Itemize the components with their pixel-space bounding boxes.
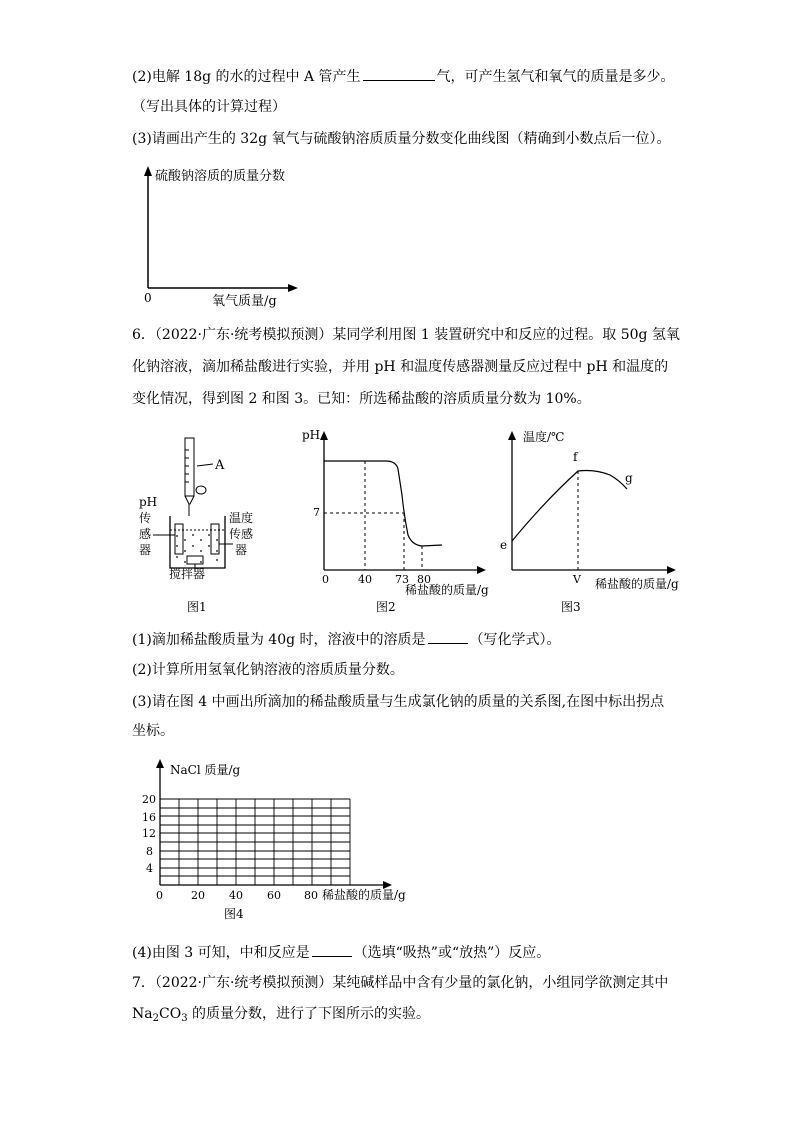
svg-text:80: 80: [417, 573, 431, 586]
origin-label: 0: [144, 291, 152, 305]
q6-sub1: (1)滴加稀盐酸质量为 40g 时，溶液中的溶质是 （写化学式）。: [132, 629, 561, 649]
fig4-xlabel: 稀盐酸的质量/g: [322, 888, 406, 902]
q5-part3: (3)请画出产生的 32g 氧气与硫酸钠溶质质量分数变化曲线图（精确到小数点后一位）。: [132, 131, 671, 147]
figure-4-caption: 图4: [224, 907, 244, 921]
answer-blank[interactable]: [428, 629, 468, 644]
svg-text:20: 20: [142, 793, 156, 806]
temp-sensor-probe: [211, 524, 219, 554]
figure-3-caption: 图3: [561, 600, 581, 614]
svg-text:pH: pH: [139, 495, 158, 509]
y-axis-arrow: [144, 166, 152, 176]
y-axis-label: 硫酸钠溶质的质量分数: [155, 169, 286, 184]
svg-text:温度: 温度: [229, 511, 254, 525]
q6-line2: 化钠溶液，滴加稀盐酸进行实验，并用 pH 和温度传感器测量反应过程中 pH 和温度的: [132, 359, 669, 375]
svg-text:0: 0: [322, 573, 329, 586]
svg-text:20: 20: [191, 889, 205, 902]
svg-text:16: 16: [142, 811, 156, 824]
svg-text:73: 73: [395, 573, 409, 586]
q7-line1: 7．（2022·广东·统考模拟预测）某纯碱样品中含有少量的氯化钠，小组同学欲测定其中: [132, 975, 669, 991]
q5-part2: (2)电解 18g 的水的过程中 A 管产生 气，可产生氢气和氧气的质量是多少。: [132, 66, 675, 86]
point-f: f: [573, 450, 578, 464]
label-a-pointer: [197, 464, 213, 466]
fig2-ytick-7: 7: [313, 506, 320, 519]
ph-sensor-probe: [175, 524, 183, 554]
figure-1-caption: 图1: [187, 600, 207, 614]
temperature-curve: [512, 471, 627, 542]
svg-text:感: 感: [139, 527, 152, 541]
q5-part2-note: （写出具体的计算过程）: [132, 99, 286, 115]
point-e: e: [500, 538, 508, 552]
q6-sub3-cont: 坐标。: [132, 723, 174, 739]
fig3-ylabel: 温度/℃: [523, 430, 565, 444]
label-a: A: [215, 458, 225, 473]
point-g: g: [625, 471, 633, 485]
figure-1-apparatus: [135, 432, 265, 617]
fig3-xlabel: 稀盐酸的质量/g: [595, 577, 679, 591]
svg-text:12: 12: [142, 827, 156, 840]
q5-empty-chart: [130, 160, 310, 310]
svg-text:80: 80: [304, 889, 318, 902]
x-axis-label: 氧气质量/g: [212, 294, 277, 309]
q7-line2: $Na_2CO_3$ 的质量分数，进行了下图所示的实验。: [132, 1006, 431, 1024]
svg-text:40: 40: [229, 889, 243, 902]
x-axis-arrow: [288, 284, 298, 292]
q6-line1: 6．（2022·广东·统考模拟预测）某同学利用图 1 装置研究中和反应的过程。取 50g 氢氧: [132, 327, 680, 343]
answer-blank[interactable]: [312, 942, 352, 957]
q6-sub3: (3)请在图 4 中画出所滴加的稀盐酸质量与生成氯化钠的质量的关系图,在图中标出拐点: [132, 694, 665, 710]
stirrer-label: 搅拌器: [169, 567, 206, 581]
fig4-ylabel: NaCl 质量/g: [170, 763, 241, 777]
svg-text:传感: 传感: [229, 527, 254, 541]
fig2-xlabel: 稀盐酸的质量/g: [405, 583, 489, 597]
q6-sub2: (2)计算所用氢氧化钠溶液的溶质质量分数。: [132, 662, 404, 678]
figure-2-caption: 图2: [376, 600, 396, 614]
point-v: V: [573, 573, 581, 586]
svg-text:器: 器: [235, 543, 248, 557]
stopcock: [196, 486, 206, 494]
svg-text:40: 40: [358, 573, 372, 586]
figure-4-grid-chart: [138, 755, 438, 925]
svg-text:传: 传: [139, 511, 152, 525]
grid-lines: [160, 799, 350, 885]
ph-curve: [324, 461, 442, 546]
fig2-ylabel: pH: [302, 428, 321, 442]
svg-text:60: 60: [267, 889, 281, 902]
answer-blank[interactable]: [363, 66, 435, 81]
svg-text:0: 0: [156, 889, 163, 902]
figure-3-temperature-chart: [495, 425, 690, 615]
q6-sub4: (4)由图 3 可知，中和反应是 （选填“吸热”或“放热”）反应。: [132, 942, 550, 962]
svg-text:4: 4: [146, 862, 153, 875]
svg-text:器: 器: [139, 543, 152, 557]
burette: [185, 438, 194, 496]
q6-line3: 变化情况，得到图 2 和图 3。已知：所选稀盐酸的溶质质量分数为 10%。: [132, 391, 591, 407]
figure-2-ph-chart: [300, 425, 500, 615]
svg-text:8: 8: [146, 845, 153, 858]
